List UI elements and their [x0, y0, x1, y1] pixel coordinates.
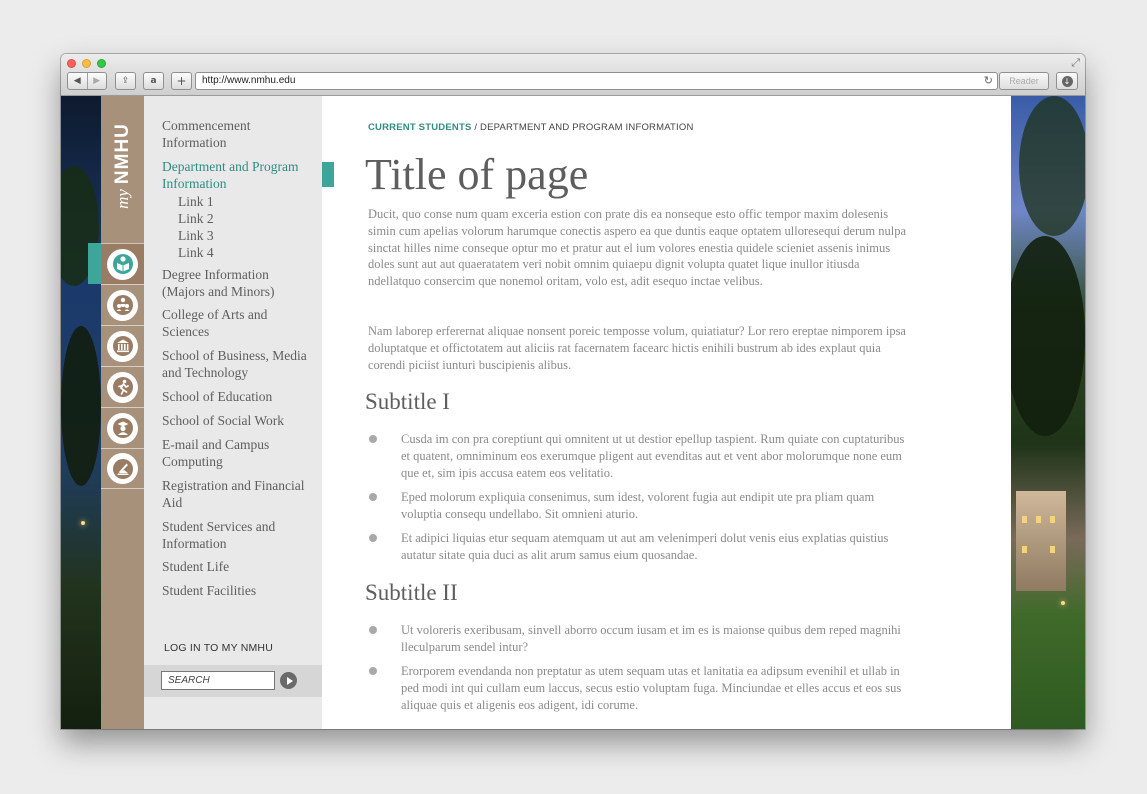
download-icon: ↓: [1062, 76, 1073, 87]
page-viewport: [61, 96, 1085, 729]
play-arrow-icon: [287, 677, 293, 685]
bullet-icon: [369, 435, 377, 443]
nav-item-registration-aid[interactable]: Registration and Financial Aid: [162, 478, 305, 510]
lamp-glow: [1061, 601, 1065, 605]
brand-logo[interactable]: [101, 106, 144, 226]
rail-item-current-students[interactable]: [101, 243, 144, 284]
brand-name: NMHU: [111, 123, 133, 185]
search-input[interactable]: SEARCH: [161, 671, 275, 690]
nav-item-social-work[interactable]: School of Social Work: [162, 413, 285, 428]
search-bar: [144, 665, 322, 697]
breadcrumb-current: DEPARTMENT AND PROGRAM INFORMATION: [480, 122, 694, 133]
amazon-icon: a: [150, 76, 157, 86]
browser-window: [61, 54, 1085, 729]
history-nav-group: [67, 72, 107, 90]
rail-item-library[interactable]: [101, 448, 144, 489]
search-submit-button[interactable]: [280, 672, 297, 689]
minimize-window-button[interactable]: [82, 59, 91, 68]
share-button[interactable]: [115, 72, 136, 90]
nav-item-student-life[interactable]: Student Life: [162, 559, 230, 574]
reload-icon[interactable]: ↻: [983, 74, 993, 87]
amazon-bookmark-button[interactable]: [143, 72, 164, 90]
section-subtitle-1: Subtitle I: [365, 389, 450, 414]
nav-sublink-4[interactable]: Link 4: [178, 245, 214, 260]
body-paragraph: Nam laborep erferernat aliquae nonsent poreic temposse volum, quiatiatur? Lor rero ereptae nimporem ipsa doluptatque et offictotatem aut aliciis rat facernatem facearc hictis enihili bustrum ab ides explaut quia corendi piciist iunturi buscipienis alibus.: [368, 324, 906, 372]
nav-item-education[interactable]: School of Education: [162, 389, 273, 404]
nav-sublink-3[interactable]: Link 3: [178, 228, 214, 243]
downloads-button[interactable]: [1056, 72, 1078, 90]
url-text: http://www.nmhu.edu: [202, 75, 296, 86]
rail-item-alumni[interactable]: [101, 407, 144, 448]
nav-item-student-facilities[interactable]: Student Facilities: [162, 583, 257, 598]
address-bar[interactable]: [195, 72, 998, 90]
breadcrumb: [368, 122, 694, 133]
close-window-button[interactable]: [67, 59, 76, 68]
bullet-icon: [369, 534, 377, 542]
rail-item-people[interactable]: [101, 284, 144, 325]
list-item-text: Eped molorum expliquia consenimus, sum idest, volorent fugia aut endipit ute pra pliam quam voluptia consequ undellabo. Sit omnieni aturio.: [401, 490, 875, 521]
title-accent-bar: [322, 162, 334, 187]
graduate-icon: [112, 417, 134, 439]
breadcrumb-link-current-students[interactable]: CURRENT STUDENTS: [368, 122, 472, 133]
bullet-icon: [369, 667, 377, 675]
rail-item-campus[interactable]: [101, 325, 144, 366]
back-button[interactable]: ◀: [73, 76, 81, 86]
section-subtitle-2: Subtitle II: [365, 580, 458, 605]
nav-item-student-services[interactable]: Student Services and Information: [162, 519, 276, 551]
rail-item-athletics[interactable]: [101, 366, 144, 407]
nav-item-arts-sciences[interactable]: College of Arts and Sciences: [162, 307, 268, 339]
page-title: Title of page: [365, 150, 589, 199]
reader-icon: [112, 253, 134, 275]
plus-icon: +: [176, 74, 187, 88]
people-icon: [112, 294, 134, 316]
nav-item-degree-information[interactable]: Degree Information (Majors and Minors): [162, 267, 275, 299]
section-navigation: [144, 96, 322, 729]
runner-icon: [112, 376, 134, 398]
nav-item-email-computing[interactable]: E-mail and Campus Computing: [162, 437, 270, 469]
list-item-text: Ut voloreris exeribusam, sinvell aborro occum iusam et im es is maionse quibus dem reped magnihi lleculparum sendel intur?: [401, 623, 901, 654]
building-silhouette: [1016, 491, 1066, 591]
nav-sublink-2[interactable]: Link 2: [178, 211, 214, 226]
background-photo-right: [1011, 96, 1085, 729]
reader-button[interactable]: Reader: [999, 72, 1049, 90]
browser-toolbar: [61, 54, 1085, 96]
bullet-icon: [369, 493, 377, 501]
main-content: [322, 96, 1011, 729]
brand-prefix: my: [112, 189, 132, 209]
breadcrumb-separator: /: [474, 122, 478, 133]
fullscreen-icon[interactable]: ⤢: [1071, 56, 1080, 69]
add-bookmark-button[interactable]: [171, 72, 192, 90]
login-link[interactable]: LOG IN TO MY NMHU: [164, 642, 273, 654]
book-icon: [112, 458, 134, 480]
share-icon: ⇪: [121, 76, 130, 86]
list-item-text: Et adipici liquias etur sequam atemquam ut aut am velenimperi dolut venis eius explatias quistius autatur sitate quia duci as alit arum samus eium quosandae.: [401, 531, 889, 562]
intro-paragraph: Ducit, quo conse num quam exceria estion con prate dis ea nonseque esto offic tempor maxim dolesenis simin cum apelias volorum harumque conectis aspero ea que duntis eaque optatem ulloresequi derum nulpa sinctat hilles nime conseque optur mo et pratur aut el ium volores enestia quidele scieniet assenis inimus doles sunt aut aut quaeratatem veri nobit omnim quiaepu dignit volupta quatet lique inullor itiusda ndellatquo consercim que nonemol oritam, volo est, adit esequo inctae velibus.: [368, 207, 907, 289]
bullet-icon: [369, 626, 377, 634]
nav-item-business-media-tech[interactable]: School of Business, Media and Technology: [162, 348, 307, 380]
background-photo-left: [61, 96, 101, 729]
zoom-window-button[interactable]: [97, 59, 106, 68]
building-icon: [112, 335, 134, 357]
active-rail-indicator: [88, 243, 101, 284]
nav-item-department-program[interactable]: Department and Program Information: [162, 159, 299, 191]
list-item-text: Erorporem evendanda non preptatur as utem sequam utas et lanitatia ea adipsum evenihil et ullab in ped modi int qui cullam eum laccus, secus estio voluptam fuga. Minciundae et elles accus et eos sus aliquae quis et aligenis eos adigent, idi corume.: [401, 664, 902, 712]
nav-item-commencement[interactable]: Commencement Information: [162, 118, 251, 150]
nav-sublink-1[interactable]: Link 1: [178, 194, 214, 209]
forward-button[interactable]: ▶: [93, 76, 101, 86]
list-item-text: Cusda im con pra coreptiunt qui omnitent ut ut destior epellup taspient. Rum quiate con cuptaturibus et quatent, omniminum eos exerumque pligent aut evenditas aut et vent abor molorumque none eum que et, sim ipis accusa eatem eos velitatio.: [401, 432, 905, 480]
